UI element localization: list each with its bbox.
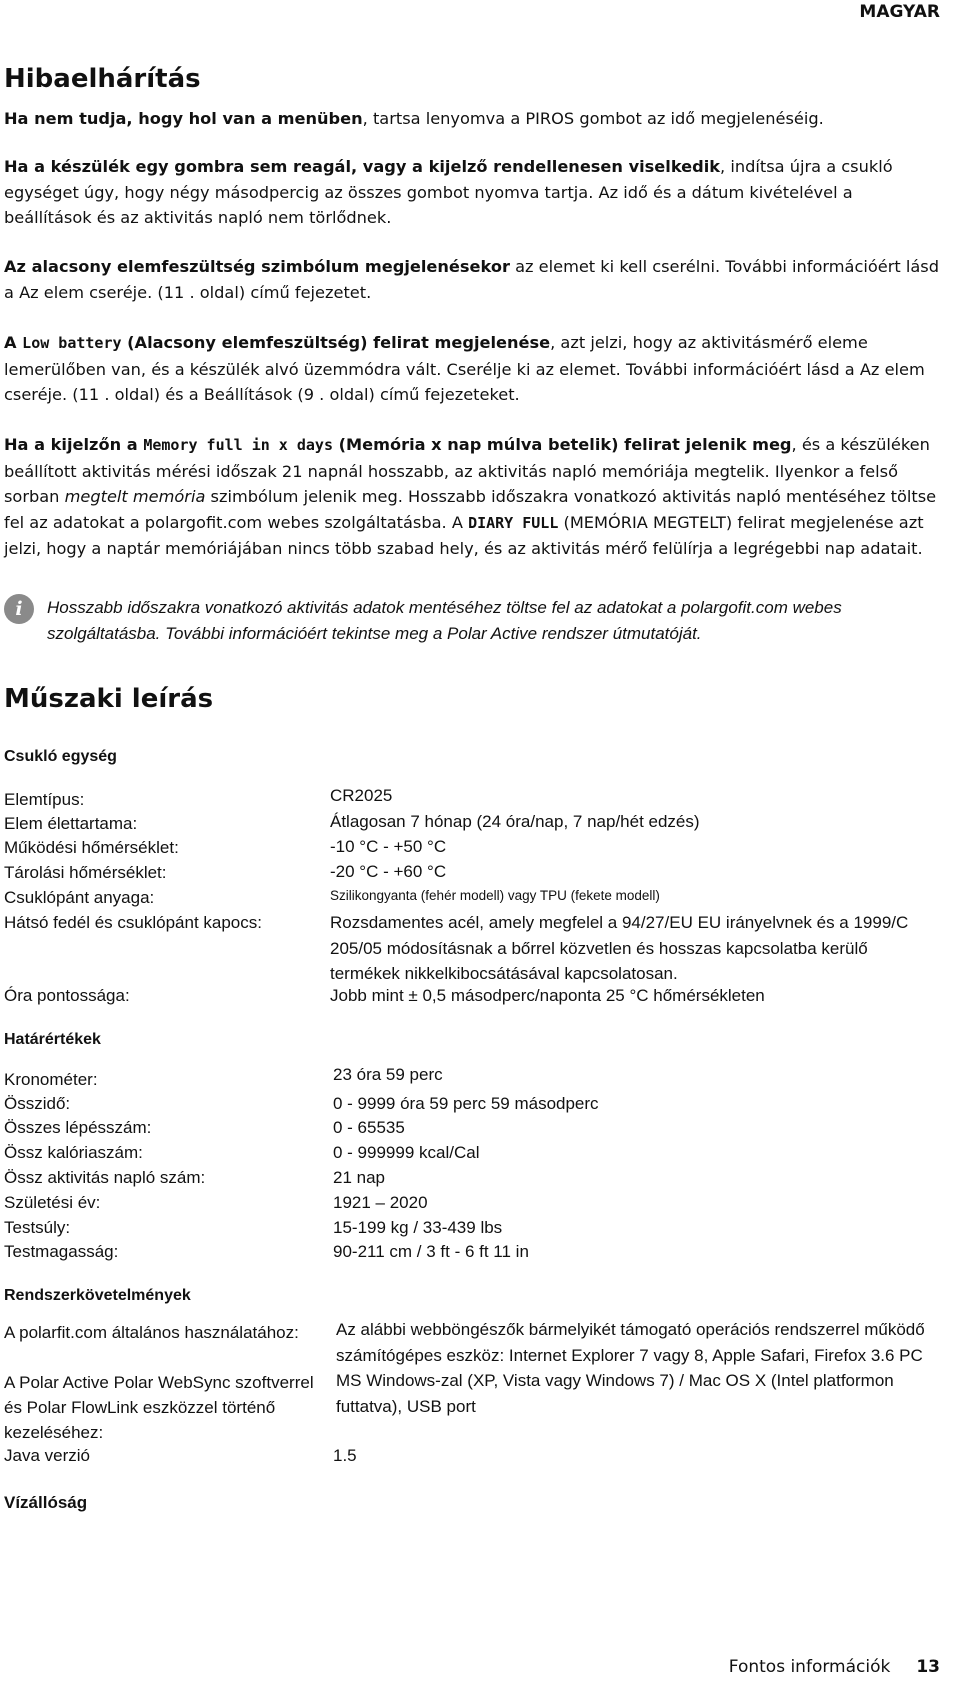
spec-value: 0 - 999999 kcal/Cal <box>333 1143 480 1162</box>
spec-label: Testsúly: <box>4 1218 71 1237</box>
spec-value: 0 - 9999 óra 59 perc 59 másodperc <box>333 1094 599 1113</box>
spec-label: Összes lépésszám: <box>4 1118 152 1137</box>
spec-label: Működési hőmérséklet: <box>4 838 179 857</box>
spec-value: 15-199 kg / 33-439 lbs <box>333 1218 503 1237</box>
paragraph-text: (MEMÓRIA MEGTELT) felirat megjelenése azt jelzi, hogy a naptár memóriájában nincs több szabad hely, és az aktivitás mérő felülírja a legrégebbi nap adatait. <box>4 512 924 558</box>
spec-value: -10 °C - +50 °C <box>330 837 447 856</box>
system-requirements-value: Az alábbi webböngészők bármelyikét támogató operációs rendszerrel működő számítógépes eszköz: Internet Explorer 7 vagy 8, Apple Safari, Firefox 3.6 PC MS Windows-zal (XP, Vista vagy Windows 7) / Mac OS X (Intel platformon futtatva), USB port <box>336 1320 925 1416</box>
info-icon: i <box>4 594 34 624</box>
page-footer <box>729 1657 940 1677</box>
java-label: Java verzió <box>4 1446 90 1465</box>
page-number: 13 <box>916 1657 940 1677</box>
lcd-text: Low battery <box>22 334 122 352</box>
paragraph-low-battery-text <box>4 330 939 408</box>
paragraph-bold: Az alacsony elemfeszültség szimbólum megjelenésekor <box>4 257 510 276</box>
spec-label: Hátsó fedél és csuklópánt kapocs: <box>4 913 262 932</box>
info-note: Hosszabb időszakra vonatkozó aktivitás adatok mentéséhez töltse fel az adatokat a polargofit.com webes szolgáltatásba. További információért tekintse meg a Polar Active rendszer útmutatóját. <box>47 598 842 643</box>
spec-value: Rozsdamentes acél, amely megfelel a 94/27/EU EU irányelvnek és a 1999/C 205/05 módosításnak a bőrrel közvetlen és hosszas kapcsolatba kerülő termékek nikkelkibocsátásával kapcsolatosan. <box>330 913 909 983</box>
paragraph-menu-help <box>4 106 939 132</box>
spec-value: -20 °C - +60 °C <box>330 862 447 881</box>
paragraph-text: , és a készüléken beállított aktivitás mérési időszak 21 napnál hosszabb, az aktivitás napló memóriája megtelik. Ilyenkor a felső sorban <box>4 435 930 506</box>
paragraph-text: az elemet ki kell cserélni. További információért lásd a Az elem cseréje. (11 . oldal) című fejezetet. <box>4 257 939 302</box>
spec-value: 21 nap <box>333 1168 385 1187</box>
spec-value: 90-211 cm / 3 ft - 6 ft 11 in <box>333 1242 529 1261</box>
lcd-text: DIARY FULL <box>468 513 559 532</box>
spec-label: Testmagasság: <box>4 1242 119 1261</box>
spec-label: Összidő: <box>4 1094 71 1113</box>
spec-value: 23 óra 59 perc <box>333 1065 443 1084</box>
spec-value: Szilikongyanta (fehér modell) vagy TPU (fekete modell) <box>330 888 660 903</box>
paragraph-text: , tartsa lenyomva a PIROS gombot az idő megjelenéséig. <box>362 109 824 128</box>
paragraph-bold: A <box>4 333 23 352</box>
spec-label: Elemtípus: <box>4 790 85 809</box>
system-heading: Rendszerkövetelmények <box>4 1287 191 1304</box>
spec-value: CR2025 <box>330 786 393 805</box>
limits-heading: Határértékek <box>4 1031 101 1048</box>
paragraph-bold: (Memória x nap múlva betelik) felirat jelenik meg <box>332 435 792 454</box>
paragraph-text: , indítsa újra a csukló egységet úgy, hogy négy másodpercig az összes gombot nyomva tartja. Az idő és a dátum kivételével a beállítások és az aktivitás napló nem törlődnek. <box>4 157 893 227</box>
paragraph-italic: megtelt memória <box>64 487 206 506</box>
java-value: 1.5 <box>333 1446 357 1465</box>
paragraph-memory-full <box>4 432 939 562</box>
spec-label: Elem élettartama: <box>4 814 138 833</box>
paragraph-reset <box>4 154 939 231</box>
spec-label: Tárolási hőmérséklet: <box>4 863 167 882</box>
spec-value: 1921 – 2020 <box>333 1193 428 1212</box>
spec-label: Óra pontossága: <box>4 986 130 1005</box>
language-label: MAGYAR <box>859 2 940 22</box>
paragraph-bold: Ha a készülék egy gombra sem reagál, vagy a kijelző rendellenesen viselkedik <box>4 157 721 176</box>
spec-label: Születési év: <box>4 1193 101 1212</box>
paragraph-bold: Ha nem tudja, hogy hol van a menüben <box>4 109 363 128</box>
spec-value: Jobb mint ± 0,5 másodperc/naponta 25 °C hőmérsékleten <box>330 986 765 1005</box>
system-label-websync: A Polar Active Polar WebSync szoftverrel és Polar FlowLink eszközzel történő kezeléséhez: <box>4 1373 314 1442</box>
paragraph-text: szimbólum jelenik meg. Hosszabb időszakra vonatkozó aktivitás napló mentéséhez töltse fel az adatokat a polargofit.com webes szolgáltatásba. A <box>4 487 937 532</box>
spec-label: Össz aktivitás napló szám: <box>4 1168 206 1187</box>
spec-label: Kronométer: <box>4 1070 98 1089</box>
paragraph-bold: Ha a kijelzőn a <box>4 435 144 454</box>
wrist-unit-heading: Csukló egység <box>4 748 117 765</box>
footer-section: Fontos információk <box>728 1657 891 1677</box>
spec-label: Csuklópánt anyaga: <box>4 888 155 907</box>
spec-value: 0 - 65535 <box>333 1118 405 1137</box>
specs-title: Műszaki leírás <box>4 684 214 714</box>
spec-value: Átlagosan 7 hónap (24 óra/nap, 7 nap/hét edzés) <box>330 812 700 831</box>
paragraph-text: , azt jelzi, hogy az aktivitásmérő eleme lemerülőben van, és a készülék alvó üzemmódra vált. Cserélje ki az elemet. További információért lásd a Az elem cseréje. (11 . oldal) és a Beállítások (9 . oldal) című fejezeteket. <box>4 333 925 404</box>
paragraph-low-battery-symbol <box>4 254 939 305</box>
system-label-general: A polarfit.com általános használatához: <box>4 1323 299 1342</box>
water-resistance-heading: Vízállóság <box>4 1493 88 1512</box>
troubleshooting-title: Hibaelhárítás <box>4 64 201 94</box>
lcd-text: Memory full in x days <box>143 436 333 454</box>
spec-label: Össz kalóriaszám: <box>4 1143 143 1162</box>
paragraph-bold: (Alacsony elemfeszültség) felirat megjelenése <box>121 333 551 352</box>
